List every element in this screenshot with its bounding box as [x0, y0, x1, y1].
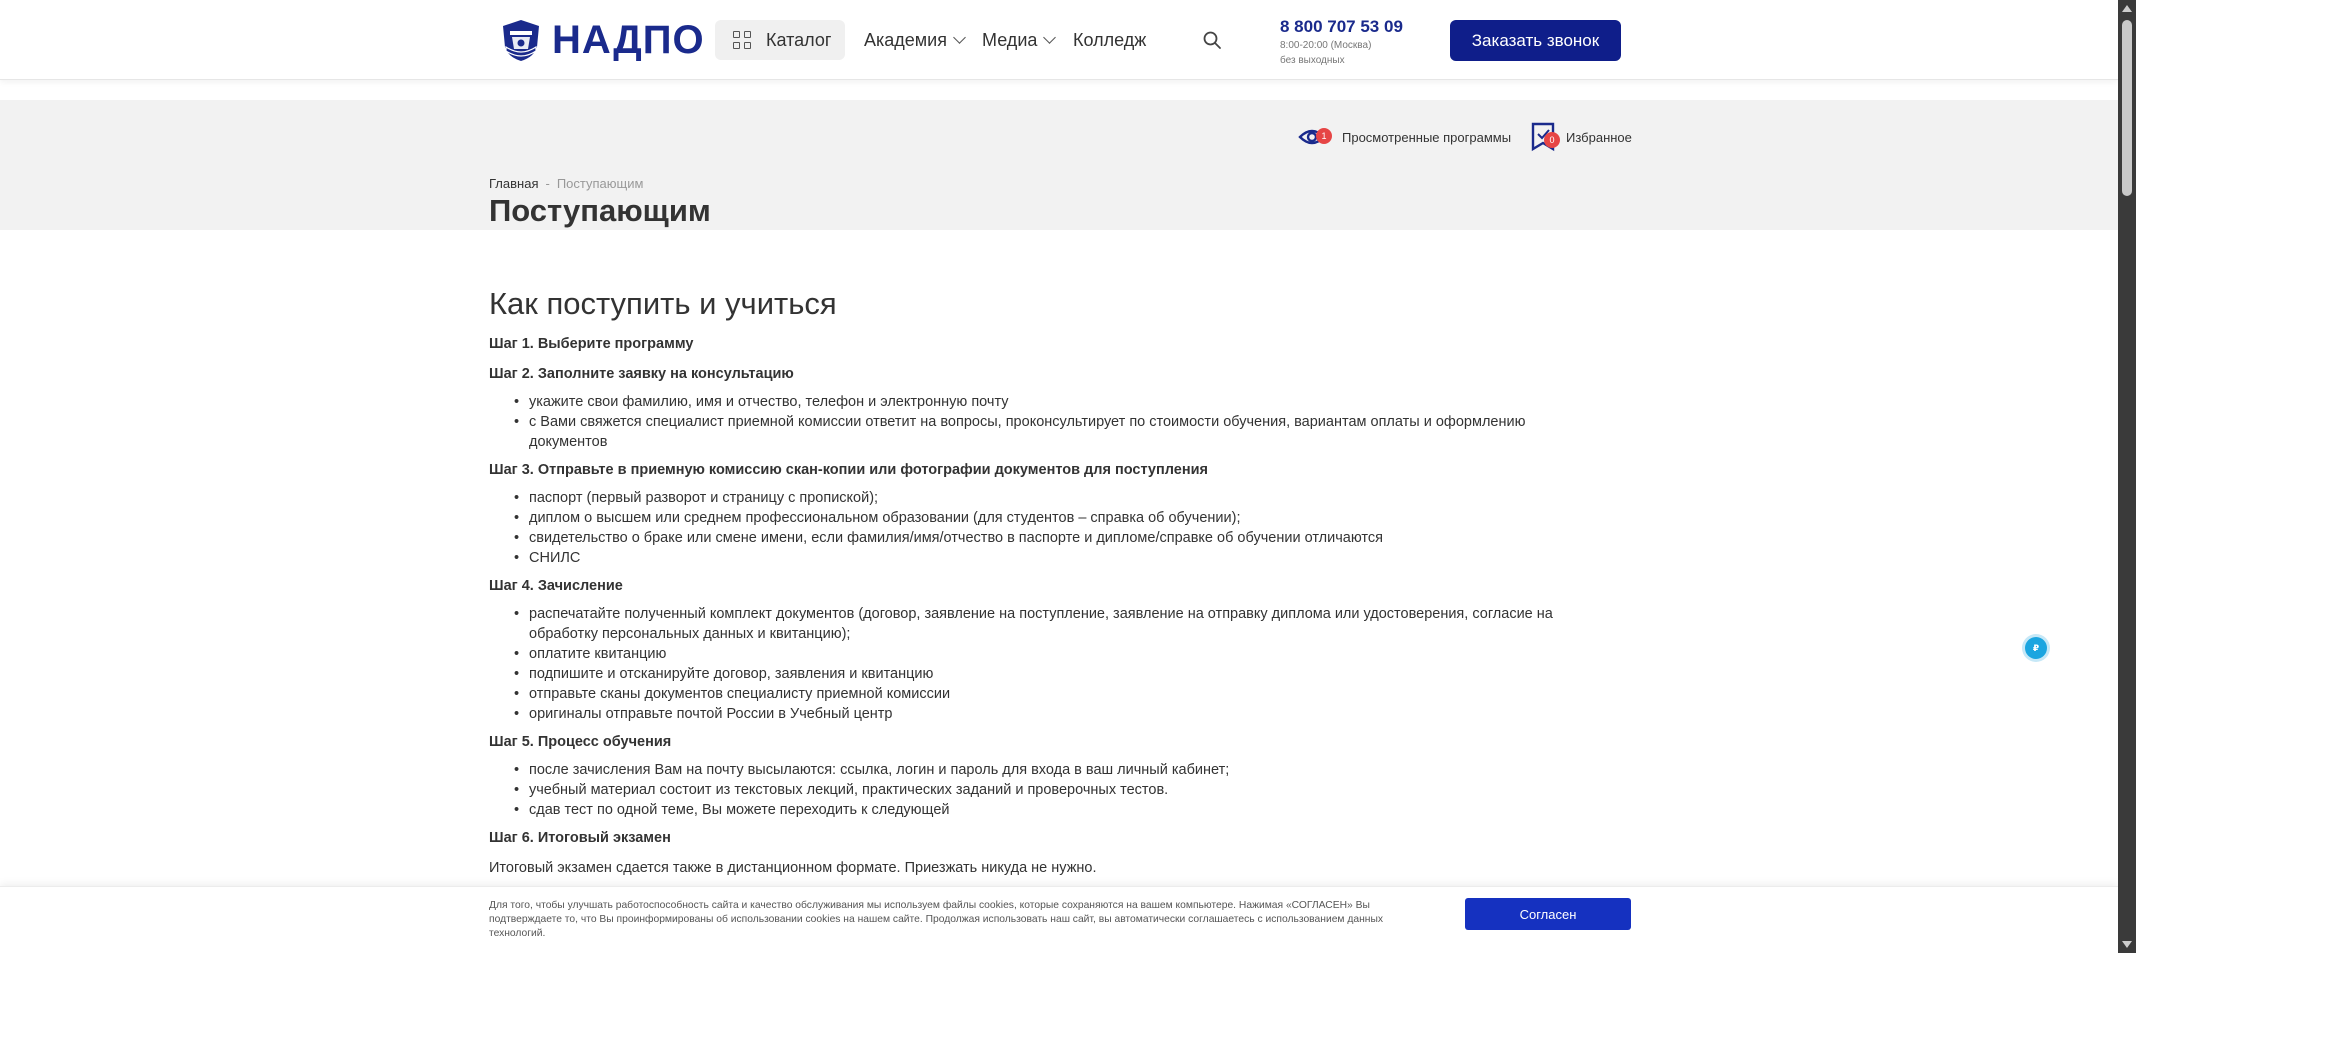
favorites-label: Избранное — [1566, 129, 1632, 145]
page-header-band — [0, 100, 2118, 230]
list-item: • оригиналы отправьте почтой России в Учебный центр — [529, 704, 1589, 724]
step-5-list — [529, 760, 1589, 820]
nav-item-label: Академия — [864, 29, 947, 50]
favorites-link[interactable] — [1530, 122, 1632, 152]
favorites-count-badge: 0 — [1544, 132, 1560, 148]
nav-item-academy[interactable] — [864, 28, 964, 52]
list-item: • после зачисления Вам на почту высылаются: ссылка, логин и пароль для входа в ваш личный кабинет; — [529, 760, 1589, 780]
viewed-label: Просмотренные программы — [1342, 129, 1512, 145]
cookie-agree-button[interactable]: Согласен — [1465, 898, 1631, 930]
nav-item-label: Колледж — [1073, 29, 1147, 50]
ruble-icon[interactable]: ₽ — [2025, 637, 2047, 659]
step-4-heading: Шаг 4. Зачисление — [489, 578, 623, 594]
nav-item-college[interactable] — [1073, 28, 1146, 52]
scroll-up-icon[interactable] — [2122, 5, 2132, 12]
phone-number[interactable]: 8 800 707 53 09 — [1280, 17, 1403, 36]
phone-block — [1280, 17, 1403, 67]
hours-note: без выходных — [1280, 55, 1345, 66]
catalog-button[interactable] — [715, 20, 845, 60]
viewed-programs-link[interactable] — [1298, 122, 1511, 152]
list-item: • с Вами свяжется специалист приемной комиссии ответит на вопросы, проконсультирует по стоимости обучения, вариантам оплаты и оформлению документов — [529, 412, 1589, 452]
step-4-list — [529, 604, 1589, 724]
section-heading: Как поступить и учиться — [489, 286, 837, 321]
page-title: Поступающим — [489, 193, 711, 228]
step-3-heading: Шаг 3. Отправьте в приемную комиссию скан-копии или фотографии документов для поступления — [489, 462, 1208, 478]
step-6-heading: Шаг 6. Итоговый экзамен — [489, 830, 671, 846]
logo-text: НАДПО — [552, 17, 705, 62]
grid-icon — [733, 31, 751, 49]
step-6-text: Итоговый экзамен сдается также в дистанционном формате. Приезжать никуда не нужно. — [489, 860, 1097, 876]
step-2-heading: Шаг 2. Заполните заявку на консультацию — [489, 366, 794, 382]
list-item: • учебный материал состоит из текстовых лекций, практических заданий и проверочных тестов. — [529, 780, 1589, 800]
site-header — [0, 0, 2118, 80]
list-item: • СНИЛС — [529, 548, 1589, 568]
chevron-down-icon — [1044, 31, 1057, 44]
list-item: • подпишите и отсканируйте договор, заявления и квитанцию — [529, 664, 1589, 684]
breadcrumb-separator: - — [545, 176, 550, 191]
list-item: • оплатите квитанцию — [529, 644, 1589, 664]
list-item: • распечатайте полученный комплект документов (договор, заявление на поступление, заявление на отправку диплома или удостоверения, согласие на обработку персональных данных и квитанцию); — [529, 604, 1589, 644]
viewed-count-badge: 1 — [1316, 128, 1332, 144]
vertical-scrollbar[interactable] — [2118, 0, 2136, 953]
breadcrumb-current: Поступающим — [556, 176, 644, 191]
site-logo[interactable] — [498, 16, 705, 64]
step-3-list — [529, 488, 1589, 568]
scrollbar-thumb[interactable] — [2122, 20, 2132, 196]
list-item: • паспорт (первый разворот и страницу с пропиской); — [529, 488, 1589, 508]
list-item: • укажите свои фамилию, имя и отчество, телефон и электронную почту — [529, 392, 1589, 412]
hours-line: 8:00-20:00 (Москва) — [1280, 40, 1372, 51]
nav-item-label: Медиа — [982, 29, 1038, 50]
breadcrumb-home[interactable]: Главная — [489, 176, 539, 191]
step-5-heading: Шаг 5. Процесс обучения — [489, 734, 672, 750]
order-call-button[interactable]: Заказать звонок — [1450, 20, 1621, 61]
main-content — [489, 280, 1589, 878]
list-item: • сдав тест по одной теме, Вы можете переходить к следующей — [529, 800, 1589, 820]
emblem-icon — [498, 17, 544, 63]
step-1-heading: Шаг 1. Выберите программу — [489, 336, 694, 352]
list-item: • свидетельство о браке или смене имени, если фамилия/имя/отчество в паспорте и дипломе/справке об обучении отличаются — [529, 528, 1589, 548]
cookie-banner — [0, 886, 2118, 953]
catalog-label: Каталог — [766, 29, 832, 50]
list-item: • отправьте сканы документов специалисту приемной комиссии — [529, 684, 1589, 704]
nav-item-media[interactable] — [982, 28, 1054, 52]
scroll-down-icon[interactable] — [2122, 941, 2132, 948]
search-icon[interactable] — [1202, 30, 1222, 50]
chevron-down-icon — [953, 31, 966, 44]
step-2-list — [529, 392, 1589, 452]
cookie-text: Для того, чтобы улучшать работоспособность сайта и качество обслуживания мы используем файлы cookies, которые сохраняются на вашем компьютере. Нажимая «СОГЛАСЕН» Вы подтверждаете то, что Вы проинформированы об использовании cookies на нашем сайте. Продолжая использовать наш сайт, вы автоматически соглашаетесь с использованием данных технологий. — [489, 900, 1384, 940]
breadcrumb — [489, 176, 643, 191]
list-item: • диплом о высшем или среднем профессиональном образовании (для студентов – справка об обучении); — [529, 508, 1589, 528]
